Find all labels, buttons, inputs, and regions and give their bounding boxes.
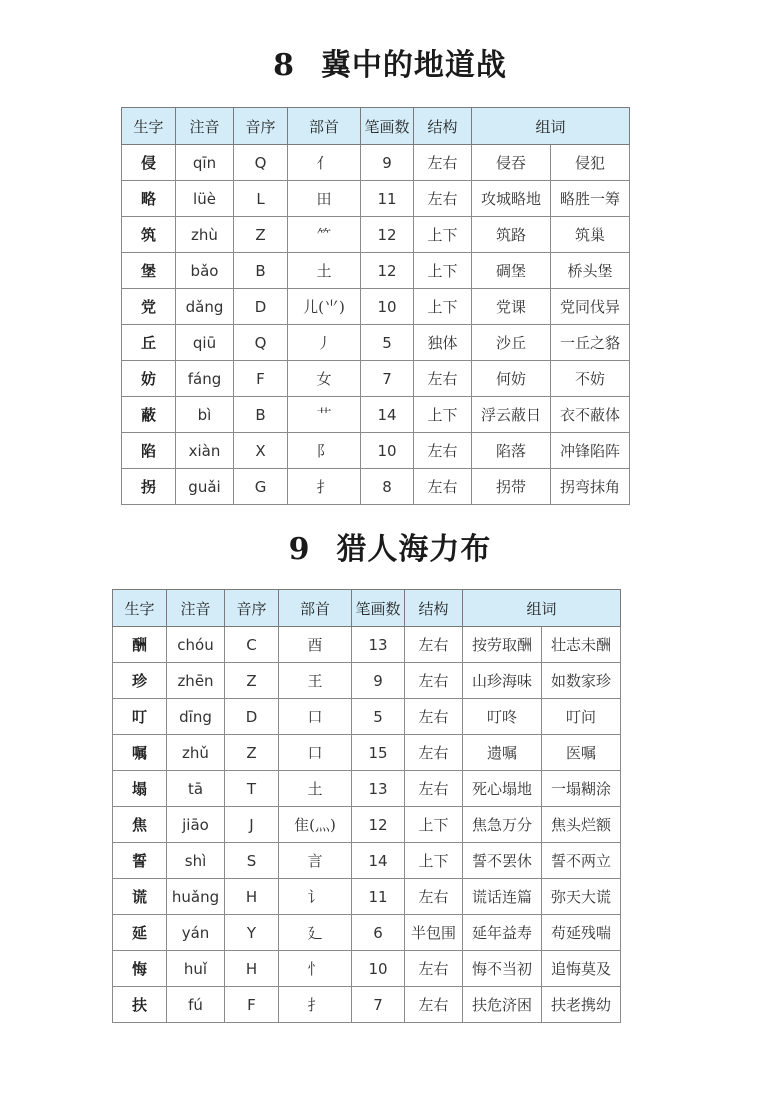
structure-cell: 左右 [414,469,472,505]
header-pinyin: 注音 [167,590,225,627]
new-character-cell: 谎 [113,879,167,915]
radical-cell: 口 [279,699,352,735]
header-radical: 部首 [279,590,352,627]
structure-cell: 上下 [405,807,463,843]
index-letter-cell: G [234,469,288,505]
radical-cell: 土 [279,771,352,807]
header-words: 组词 [472,108,630,145]
index-letter-cell: F [234,361,288,397]
structure-cell: 左右 [405,951,463,987]
table-row [122,397,630,433]
word-2-cell: 扶老携幼 [542,987,621,1023]
word-1-cell: 谎话连篇 [463,879,542,915]
word-1-cell: 死心塌地 [463,771,542,807]
index-letter-cell: Q [234,325,288,361]
pinyin-cell: zhēn [167,663,225,699]
stroke-count-cell: 10 [361,289,414,325]
structure-cell: 左右 [405,735,463,771]
index-letter-cell: L [234,181,288,217]
structure-cell: 左右 [414,361,472,397]
pinyin-cell: zhǔ [167,735,225,771]
table-row [113,735,621,771]
header-radical: 部首 [288,108,361,145]
lesson-name: 冀中的地道战 [320,48,507,83]
vocab-table-lesson-8 [121,107,630,505]
word-2-cell: 侵犯 [551,145,630,181]
radical-cell: 王 [279,663,352,699]
structure-cell: 左右 [405,663,463,699]
structure-cell: 独体 [414,325,472,361]
word-1-cell: 按劳取酬 [463,627,542,663]
stroke-count-cell: 15 [352,735,405,771]
word-2-cell: 冲锋陷阵 [551,433,630,469]
stroke-count-cell: 11 [352,879,405,915]
table-row [122,469,630,505]
table-row [122,253,630,289]
index-letter-cell: C [225,627,279,663]
radical-cell: 土 [288,253,361,289]
stroke-count-cell: 14 [361,397,414,433]
index-letter-cell: B [234,253,288,289]
radical-cell: 隹(灬) [279,807,352,843]
word-1-cell: 焦急万分 [463,807,542,843]
word-1-cell: 悔不当初 [463,951,542,987]
pinyin-cell: guǎi [176,469,234,505]
index-letter-cell: Q [234,145,288,181]
word-1-cell: 何妨 [472,361,551,397]
table-header-row [122,108,630,145]
word-1-cell: 山珍海味 [463,663,542,699]
structure-cell: 左右 [405,987,463,1023]
word-1-cell: 叮咚 [463,699,542,735]
radical-cell: 口 [279,735,352,771]
word-1-cell: 扶危济困 [463,987,542,1023]
stroke-count-cell: 13 [352,771,405,807]
table-row [113,915,621,951]
lesson-8-title [0,40,780,84]
pinyin-cell: huǐ [167,951,225,987]
structure-cell: 上下 [414,397,472,433]
pinyin-cell: fáng [176,361,234,397]
word-1-cell: 拐带 [472,469,551,505]
word-1-cell: 侵吞 [472,145,551,181]
radical-cell: 言 [279,843,352,879]
stroke-count-cell: 11 [361,181,414,217]
word-2-cell: 拐弯抹角 [551,469,630,505]
pinyin-cell: bǎo [176,253,234,289]
new-character-cell: 焦 [113,807,167,843]
new-character-cell: 叮 [113,699,167,735]
stroke-count-cell: 9 [352,663,405,699]
table-row [122,145,630,181]
table-row [113,951,621,987]
pinyin-cell: jiāo [167,807,225,843]
pinyin-cell: zhù [176,217,234,253]
new-character-cell: 拐 [122,469,176,505]
pinyin-cell: huǎng [167,879,225,915]
radical-cell: 丿 [288,325,361,361]
table-row [122,217,630,253]
radical-cell: 忄 [279,951,352,987]
table-row [122,181,630,217]
structure-cell: 左右 [405,699,463,735]
stroke-count-cell: 10 [352,951,405,987]
new-character-cell: 丘 [122,325,176,361]
radical-cell: 廴 [279,915,352,951]
stroke-count-cell: 14 [352,843,405,879]
word-2-cell: 一丘之貉 [551,325,630,361]
word-1-cell: 攻城略地 [472,181,551,217]
radical-cell: 亻 [288,145,361,181]
header-letter: 音序 [225,590,279,627]
pinyin-cell: tā [167,771,225,807]
structure-cell: 左右 [414,145,472,181]
stroke-count-cell: 7 [352,987,405,1023]
header-pinyin: 注音 [176,108,234,145]
word-1-cell: 陷落 [472,433,551,469]
radical-cell: 讠 [279,879,352,915]
radical-cell: 儿(⺌) [288,289,361,325]
pinyin-cell: chóu [167,627,225,663]
word-2-cell: 医嘱 [542,735,621,771]
new-character-cell: 妨 [122,361,176,397]
header-strokes: 笔画数 [352,590,405,627]
structure-cell: 半包围 [405,915,463,951]
structure-cell: 上下 [414,217,472,253]
word-1-cell: 遗嘱 [463,735,542,771]
word-2-cell: 誓不两立 [542,843,621,879]
radical-cell: 女 [288,361,361,397]
stroke-count-cell: 5 [352,699,405,735]
structure-cell: 上下 [414,289,472,325]
stroke-count-cell: 8 [361,469,414,505]
word-1-cell: 党课 [472,289,551,325]
new-character-cell: 略 [122,181,176,217]
table-row [122,325,630,361]
radical-cell: 扌 [288,469,361,505]
structure-cell: 左右 [405,627,463,663]
table-row [113,879,621,915]
header-char: 生字 [122,108,176,145]
radical-cell: 扌 [279,987,352,1023]
radical-cell: 酉 [279,627,352,663]
index-letter-cell: H [225,951,279,987]
new-character-cell: 筑 [122,217,176,253]
pinyin-cell: dīng [167,699,225,735]
word-2-cell: 焦头烂额 [542,807,621,843]
table-row [113,987,621,1023]
word-1-cell: 筑路 [472,217,551,253]
word-2-cell: 追悔莫及 [542,951,621,987]
table-row [122,289,630,325]
index-letter-cell: Z [234,217,288,253]
table-row [113,627,621,663]
header-structure: 结构 [414,108,472,145]
structure-cell: 左右 [405,879,463,915]
pinyin-cell: dǎng [176,289,234,325]
table-row [113,843,621,879]
stroke-count-cell: 7 [361,361,414,397]
new-character-cell: 侵 [122,145,176,181]
lesson-number: 9 [288,532,311,567]
word-2-cell: 不妨 [551,361,630,397]
new-character-cell: 塌 [113,771,167,807]
index-letter-cell: B [234,397,288,433]
new-character-cell: 嘱 [113,735,167,771]
word-2-cell: 苟延残喘 [542,915,621,951]
pinyin-cell: xiàn [176,433,234,469]
word-1-cell: 碉堡 [472,253,551,289]
word-1-cell: 浮云蔽日 [472,397,551,433]
header-letter: 音序 [234,108,288,145]
pinyin-cell: qīn [176,145,234,181]
index-letter-cell: Z [225,663,279,699]
table-row [122,433,630,469]
new-character-cell: 誓 [113,843,167,879]
header-structure: 结构 [405,590,463,627]
pinyin-cell: yán [167,915,225,951]
structure-cell: 左右 [414,433,472,469]
word-2-cell: 壮志未酬 [542,627,621,663]
stroke-count-cell: 9 [361,145,414,181]
pinyin-cell: bì [176,397,234,433]
pinyin-cell: qiū [176,325,234,361]
pinyin-cell: shì [167,843,225,879]
structure-cell: 左右 [405,771,463,807]
word-2-cell: 桥头堡 [551,253,630,289]
lesson-number: 8 [273,48,295,83]
header-char: 生字 [113,590,167,627]
vocab-table-lesson-9 [112,589,621,1023]
index-letter-cell: D [234,289,288,325]
lesson-name: 猎人海力布 [336,532,492,567]
stroke-count-cell: 12 [361,217,414,253]
table-row [113,771,621,807]
index-letter-cell: T [225,771,279,807]
word-2-cell: 一塌糊涂 [542,771,621,807]
structure-cell: 上下 [405,843,463,879]
index-letter-cell: F [225,987,279,1023]
word-2-cell: 衣不蔽体 [551,397,630,433]
word-2-cell: 党同伐异 [551,289,630,325]
word-2-cell: 弥天大谎 [542,879,621,915]
table-header-row [113,590,621,627]
new-character-cell: 酬 [113,627,167,663]
header-strokes: 笔画数 [361,108,414,145]
new-character-cell: 陷 [122,433,176,469]
lesson-9-title [0,524,780,568]
new-character-cell: 珍 [113,663,167,699]
radical-cell: 艹 [288,397,361,433]
table-row [122,361,630,397]
structure-cell: 左右 [414,181,472,217]
index-letter-cell: Z [225,735,279,771]
index-letter-cell: D [225,699,279,735]
pinyin-cell: lüè [176,181,234,217]
table-row [113,663,621,699]
table-row [113,807,621,843]
index-letter-cell: S [225,843,279,879]
new-character-cell: 扶 [113,987,167,1023]
radical-cell: ⺮ [288,217,361,253]
word-1-cell: 沙丘 [472,325,551,361]
word-2-cell: 叮问 [542,699,621,735]
index-letter-cell: X [234,433,288,469]
index-letter-cell: J [225,807,279,843]
new-character-cell: 悔 [113,951,167,987]
word-1-cell: 誓不罢休 [463,843,542,879]
new-character-cell: 延 [113,915,167,951]
word-2-cell: 如数家珍 [542,663,621,699]
new-character-cell: 党 [122,289,176,325]
new-character-cell: 堡 [122,253,176,289]
stroke-count-cell: 12 [361,253,414,289]
stroke-count-cell: 12 [352,807,405,843]
index-letter-cell: H [225,879,279,915]
stroke-count-cell: 10 [361,433,414,469]
new-character-cell: 蔽 [122,397,176,433]
index-letter-cell: Y [225,915,279,951]
radical-cell: 田 [288,181,361,217]
word-2-cell: 筑巢 [551,217,630,253]
word-2-cell: 略胜一筹 [551,181,630,217]
radical-cell: 阝 [288,433,361,469]
header-words: 组词 [463,590,621,627]
structure-cell: 上下 [414,253,472,289]
word-1-cell: 延年益寿 [463,915,542,951]
stroke-count-cell: 5 [361,325,414,361]
table-row [113,699,621,735]
stroke-count-cell: 13 [352,627,405,663]
pinyin-cell: fú [167,987,225,1023]
stroke-count-cell: 6 [352,915,405,951]
